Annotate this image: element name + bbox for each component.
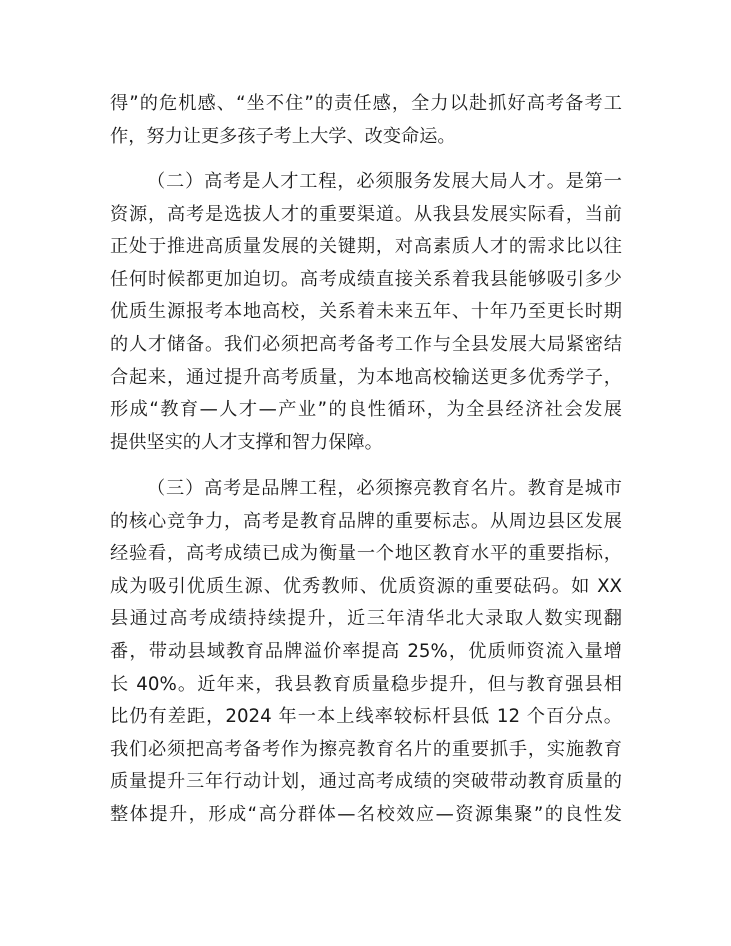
text-line: 质量提升三年行动计划，通过高考成绩的突破带动教育质量的: [110, 771, 622, 793]
text-line: 成为吸引优质生源、优秀教师、优质资源的重要砝码。如 XX: [110, 575, 622, 597]
text-line: 作，努力让更多孩子考上大学、改变命运。: [110, 125, 456, 147]
paragraph-brand-project: [110, 473, 622, 832]
text-line: 县通过高考成绩持续提升，近三年清华北大录取人数实现翻: [110, 608, 622, 630]
text-line: 得”的危机感、“坐不住”的责任感，全力以赴抓好高考备考工: [110, 93, 622, 114]
text-line: （二）高考是人才工程，必须服务发展大局人才。是第一: [147, 171, 622, 192]
text-line: 比仍有差距，2024 年一本上线率较标杆县低 12 个百分点。: [110, 706, 622, 728]
text-line: 提供坚实的人才支撑和智力保障。: [110, 431, 383, 453]
text-line: 正处于推进高质量发展的关键期，对高素质人才的需求比以往: [110, 236, 622, 258]
text-line: 的核心竞争力，高考是教育品牌的重要标志。从周边县区发展: [110, 510, 622, 532]
text-line: 的人才储备。我们必须把高考备考工作与全县发展大局紧密结: [110, 333, 622, 355]
text-line: 任何时候都更加迫切。高考成绩直接关系着我县能够吸引多少: [110, 268, 622, 290]
text-line: 形成“教育—人才—产业”的良性循环，为全县经济社会发展: [110, 399, 622, 421]
text-line: 番，带动县域教育品牌溢价率提高 25%，优质师资流入量增: [110, 640, 622, 662]
text-line: 优质生源报考本地高校，关系着未来五年、十年乃至更长时期: [110, 301, 622, 323]
text-line: 整体提升，形成“高分群体—名校效应—资源集聚”的良性发: [110, 803, 622, 825]
paragraph-continuation: [110, 88, 622, 153]
text-line: 长 40%。近年来，我县教育质量稳步提升，但与教育强县相: [110, 673, 622, 695]
text-line: 资源，高考是选拔人才的重要渠道。从我县发展实际看，当前: [110, 203, 622, 225]
text-line: 经验看，高考成绩已成为衡量一个地区教育水平的重要指标，: [110, 543, 622, 565]
text-line: 合起来，通过提升高考质量，为本地高校输送更多优秀学子，: [110, 366, 622, 388]
paragraph-talent-project: [110, 166, 622, 459]
text-line: 我们必须把高考备考作为擦亮教育名片的重要抓手，实施教育: [110, 738, 622, 760]
text-line: （三）高考是品牌工程，必须擦亮教育名片。教育是城市: [147, 478, 622, 499]
